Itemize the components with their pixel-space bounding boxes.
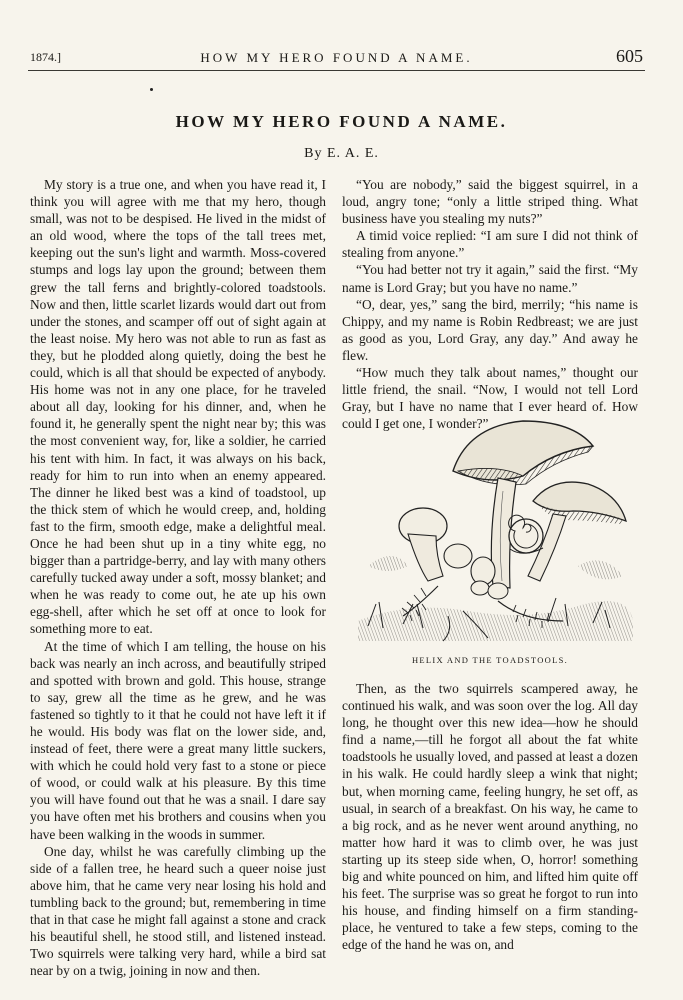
paragraph: “You are nobody,” said the biggest squirrel, in a loud, angry tone; “only a little striped thing. What business have you stealing my nuts?” (342, 177, 638, 227)
snail-toadstool-illustration (348, 416, 638, 648)
header-rule (28, 70, 645, 71)
paragraph: “You had better not try it again,” said the first. “My name is Lord Gray; but you have no name.” (342, 262, 638, 295)
running-head (30, 46, 643, 68)
running-head-year: 1874.] (30, 50, 61, 64)
paragraph: Then, as the two squirrels scampered away, he continued his walk, and was soon over the log. All day long, he thought over this new idea—how he should find a name,—till he forgot all about the fat white toadstools he usually loved, and passed at least a dozen in his walk. He could hardly sleep a wink that night; but, when morning came, feeling hungry, he set off, as usual, in search of a breakfast. On his way, he came to a big rock, and as he never went around anything, no matter how hard it was to climb over, he was just starting up its steep side when, O, horror! something big and white pounced on him, and lifted him quite off his feet. The surprise was so great he forgot to run into his house, and finding himself on a firm standing-place, he ventured to take a few steps, coming to the edge of the hand he was on, and (342, 681, 639, 953)
article-title: HOW MY HERO FOUND A NAME. (175, 112, 508, 131)
snail-shell (509, 515, 543, 553)
paragraph: “O, dear, yes,” sang the bird, merrily; “his name is Chippy, and my name is Robin Redbreast; we are just as good as you, Lord Gray, any day.” And away he flew. (342, 296, 638, 363)
paragraph: At the time of which I am telling, the house on his back was nearly an inch across, and beautifully striped and spotted with brown and gold. This house, strange to say, grew all the time as he grew, and he was fastened so tightly to it that he could not have left it if he would. His body was flat on the lower side, and, instead of feet, there were a great many little suckers, with which he could hold very fast to a stone or piece of wood, or could walk at his pleasure. By this time you will have found out that he was a snail. I dare say you have often met his brothers and cousins when you have been walking in the woods in summer. (30, 638, 326, 842)
right-column-bottom (342, 680, 638, 954)
page-number: 605 (616, 46, 643, 66)
ink-dot (150, 88, 153, 91)
paragraph: One day, whilst he was carefully climbing up the side of a fallen tree, he heard such a queer noise just above him, that he came very near losing his hold and tumbling back to the ground; but, remembering in time that in that case he might fall against a stone and crack his beautiful shell, he stood still, and listened instead. Two squirrels were talking very hard, while a bird sat near by on a twig, joining in now and then. (30, 843, 326, 979)
ground-grass (358, 598, 633, 641)
right-column-top (342, 176, 638, 432)
article-byline: By E. A. E. (304, 146, 379, 161)
illustration-caption: HELIX AND THE TOADSTOOLS. (411, 655, 569, 665)
paragraph: A timid voice replied: “I am sure I did not think of stealing from anyone.” (342, 228, 638, 261)
paragraph: “How much they talk about names,” thought our little friend, the snail. “Now, I would not tell Lord Gray, but I have no name that I ever heard of. How could I get one, I wonder?” (342, 365, 638, 432)
left-column (30, 176, 326, 979)
paragraph: My story is a true one, and when you have read it, I think you will agree with me that my hero, though small, was not to be despised. He lived in the midst of an old wood, where the tops of the tall trees met, keeping out the sun's light and warmth. Moss-covered stumps and logs lay upon the ground; between them grew the tall ferns and brightly-colored toadstools. Now and then, little scarlet lizards would dart out from under the stones, and scamper off out of sight again at the least noise. My hero was not able to run as fast as they, but he plodded along quietly, doing the best he could, which is all that should be expected of anybody. His home was not in any one place, for he traveled about all day, looking for his dinner, and, when he found it, he generally spent the night near by; this was the most convenient way, for, like a soldier, he carried his tent with him. In fact, it was always on his back, ready for him to run into when an enemy appeared. The dinner he liked best was a kind of toadstool, up the thick stem of which he would creep, and, holding fast to the firm, smooth edge, make a delightful meal. Once he had been shut up in a tiny white egg, no bigger than a partridge-berry, and lay with many others carefully tucked away under a soft, mossy blanket; and when he was ready to come out, he ate up his own egg-shell, after which he set off at once to look for something more to eat. (30, 177, 326, 637)
running-head-title: HOW MY HERO FOUND A NAME. (200, 50, 473, 65)
